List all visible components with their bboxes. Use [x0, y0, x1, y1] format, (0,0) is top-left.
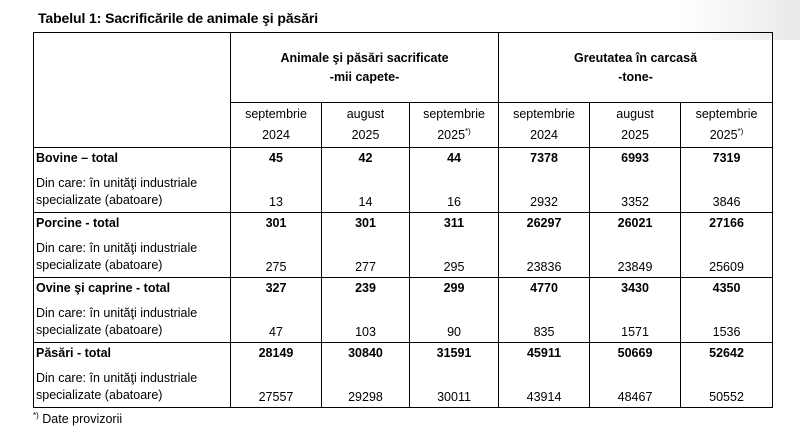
- group-header-weight: Greutatea în carcasă -tone-: [499, 33, 773, 103]
- table-cell: 835: [499, 301, 590, 343]
- row-total-label: Porcine - total: [34, 213, 231, 237]
- table-cell: 47: [231, 301, 322, 343]
- table-cell: 29298: [322, 366, 410, 408]
- footnote-text: Date provizorii: [38, 412, 123, 427]
- row-sub-label: Din care: în unităţi industriale specializate (abatoare): [34, 236, 231, 278]
- table-cell: 6993: [590, 148, 681, 172]
- group-header-animals: Animale şi păsări sacrificate -mii capete-: [231, 33, 499, 103]
- table-cell: 16: [410, 171, 499, 213]
- table-cell: 275: [231, 236, 322, 278]
- table-cell: 28149: [231, 343, 322, 367]
- period-header: septembrie 2025*): [410, 103, 499, 148]
- table-cell: 301: [231, 213, 322, 237]
- table-cell: 2932: [499, 171, 590, 213]
- table-cell: 327: [231, 278, 322, 302]
- table-cell: 3352: [590, 171, 681, 213]
- period-header: septembrie 2024: [231, 103, 322, 148]
- table-row: [34, 366, 773, 408]
- row-sub-label: Din care: în unităţi industriale specializate (abatoare): [34, 366, 231, 408]
- table-title: Tabelul 1: Sacrificările de animale şi păsări: [38, 10, 319, 26]
- period-header: septembrie 2024: [499, 103, 590, 148]
- table-cell: 299: [410, 278, 499, 302]
- table-row: [34, 148, 773, 172]
- row-total-label: Păsări - total: [34, 343, 231, 367]
- table-cell: 13: [231, 171, 322, 213]
- header-blank-cell: [34, 33, 231, 148]
- table-cell: 26297: [499, 213, 590, 237]
- table-cell: 45911: [499, 343, 590, 367]
- table-cell: 3430: [590, 278, 681, 302]
- table-cell: 45: [231, 148, 322, 172]
- table-cell: 44: [410, 148, 499, 172]
- table-cell: 26021: [590, 213, 681, 237]
- slaughter-table: [33, 32, 773, 408]
- table-cell: 1536: [681, 301, 773, 343]
- table-cell: 27166: [681, 213, 773, 237]
- table-cell: 30011: [410, 366, 499, 408]
- period-header: august 2025: [590, 103, 681, 148]
- table-cell: 50669: [590, 343, 681, 367]
- table-row: [34, 236, 773, 278]
- table-cell: 103: [322, 301, 410, 343]
- table-cell: 239: [322, 278, 410, 302]
- table-cell: 42: [322, 148, 410, 172]
- table-cell: 43914: [499, 366, 590, 408]
- period-header: august 2025: [322, 103, 410, 148]
- table-cell: 23836: [499, 236, 590, 278]
- table-cell: 31591: [410, 343, 499, 367]
- row-total-label: Bovine – total: [34, 148, 231, 172]
- table-row: [34, 278, 773, 302]
- table-cell: 301: [322, 213, 410, 237]
- table-cell: 7319: [681, 148, 773, 172]
- table-cell: 30840: [322, 343, 410, 367]
- table-cell: 277: [322, 236, 410, 278]
- table-cell: 25609: [681, 236, 773, 278]
- table-cell: 50552: [681, 366, 773, 408]
- table-cell: 295: [410, 236, 499, 278]
- table-row: [34, 213, 773, 237]
- table-row: [34, 301, 773, 343]
- table-cell: 4350: [681, 278, 773, 302]
- footnote: [33, 411, 122, 426]
- table-cell: 4770: [499, 278, 590, 302]
- table-cell: 3846: [681, 171, 773, 213]
- table-cell: 27557: [231, 366, 322, 408]
- row-total-label: Ovine şi caprine - total: [34, 278, 231, 302]
- row-sub-label: Din care: în unităţi industriale specializate (abatoare): [34, 171, 231, 213]
- table-cell: 90: [410, 301, 499, 343]
- table-cell: 23849: [590, 236, 681, 278]
- table-cell: 52642: [681, 343, 773, 367]
- period-header: septembrie 2025*): [681, 103, 773, 148]
- table-row: [34, 171, 773, 213]
- table-cell: 311: [410, 213, 499, 237]
- table-row: [34, 343, 773, 367]
- table-cell: 14: [322, 171, 410, 213]
- table-cell: 48467: [590, 366, 681, 408]
- row-sub-label: Din care: în unităţi industriale specializate (abatoare): [34, 301, 231, 343]
- table-cell: 1571: [590, 301, 681, 343]
- footnote-mark: *): [33, 411, 39, 420]
- table-cell: 7378: [499, 148, 590, 172]
